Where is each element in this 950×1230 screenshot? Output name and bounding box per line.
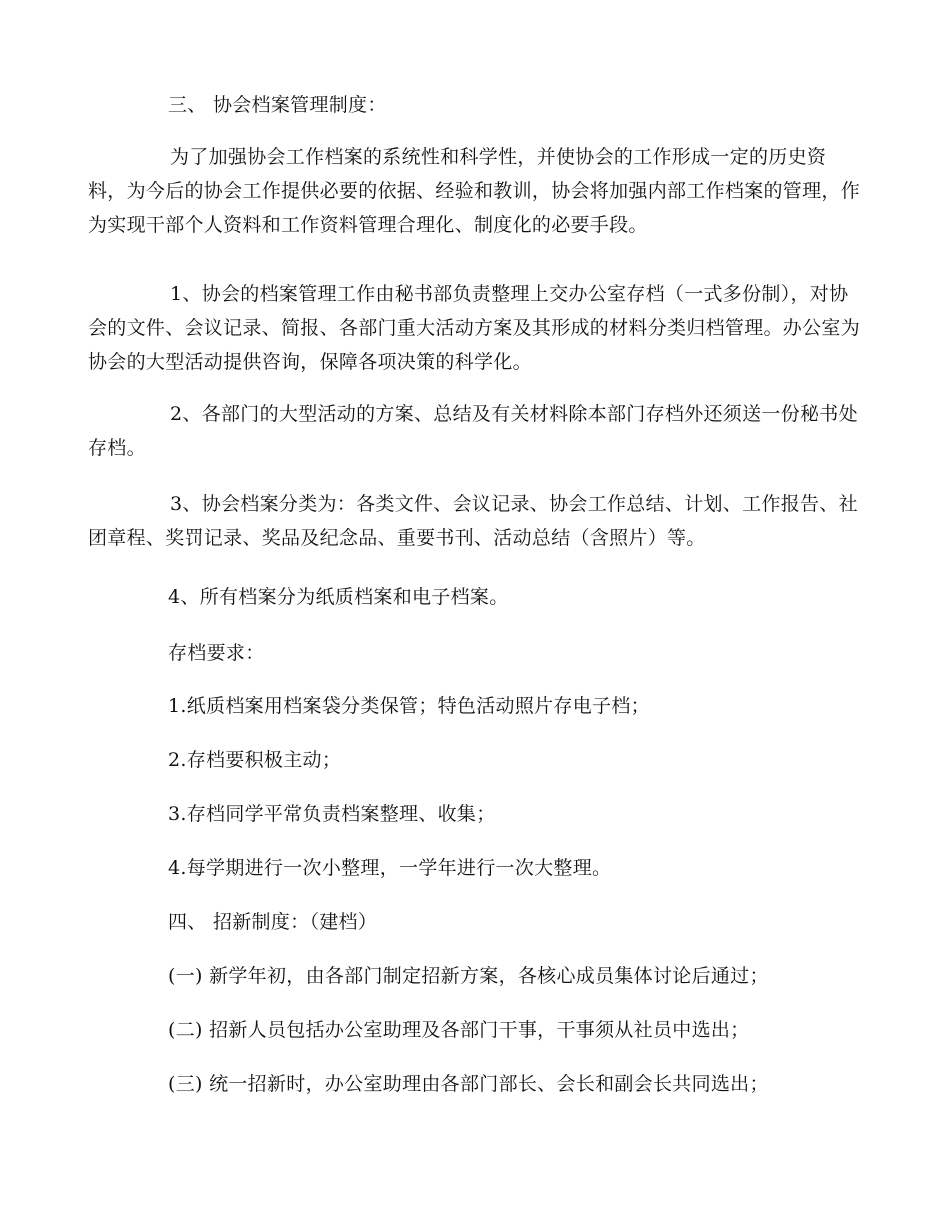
requirements-title: 存档要求： <box>168 642 265 664</box>
recruit-rule-3: (三) 统一招新时，办公室助理由各部门部长、会长和副会长共同选出； <box>168 1073 769 1095</box>
section-heading-recruit: 四、 招新制度：（建档） <box>168 911 378 933</box>
archive-item-2: 2、各部门的大型活动的方案、总结及有关材料除本部门存档外还须送一份秘书处存档。 <box>88 403 858 459</box>
requirement-4: 4.每学期进行一次小整理，一学年进行一次大整理。 <box>168 857 612 879</box>
section-heading-archive: 三、 协会档案管理制度： <box>168 94 387 116</box>
requirement-2: 2.存档要积极主动； <box>168 749 342 771</box>
archive-item-3: 3、协会档案分类为：各类文件、会议记录、协会工作总结、计划、工作报告、社团章程、奖罚记录、奖品及纪念品、重要书刊、活动总结（含照片）等。 <box>88 493 858 549</box>
archive-item-4: 4、所有档案分为纸质档案和电子档案。 <box>168 586 509 608</box>
requirement-1: 1.纸质档案用档案袋分类保管；特色活动照片存电子档； <box>168 695 650 717</box>
recruit-rule-1: (一) 新学年初，由各部门制定招新方案，各核心成员集体讨论后通过； <box>168 965 769 987</box>
requirement-3: 3.存档同学平常负责档案整理、收集； <box>168 803 496 825</box>
archive-item-1: 1、协会的档案管理工作由秘书部负责整理上交办公室存档（一式多份制），对协会的文件、会议记录、简报、各部门重大活动方案及其形成的材料分类归档管理。办公室为协会的大型活动提供咨询，保障各项决策的科学化。 <box>88 283 861 373</box>
intro-paragraph: 为了加强协会工作档案的系统性和科学性，并使协会的工作形成一定的历史资料，为今后的协会工作提供必要的依据、经验和教训，协会将加强内部工作档案的管理，作为实现干部个人资料和工作资料管理合理化、制度化的必要手段。 <box>88 146 861 236</box>
recruit-rule-2: (二) 招新人员包括办公室助理及各部门干事，干事须从社员中选出； <box>168 1019 750 1041</box>
